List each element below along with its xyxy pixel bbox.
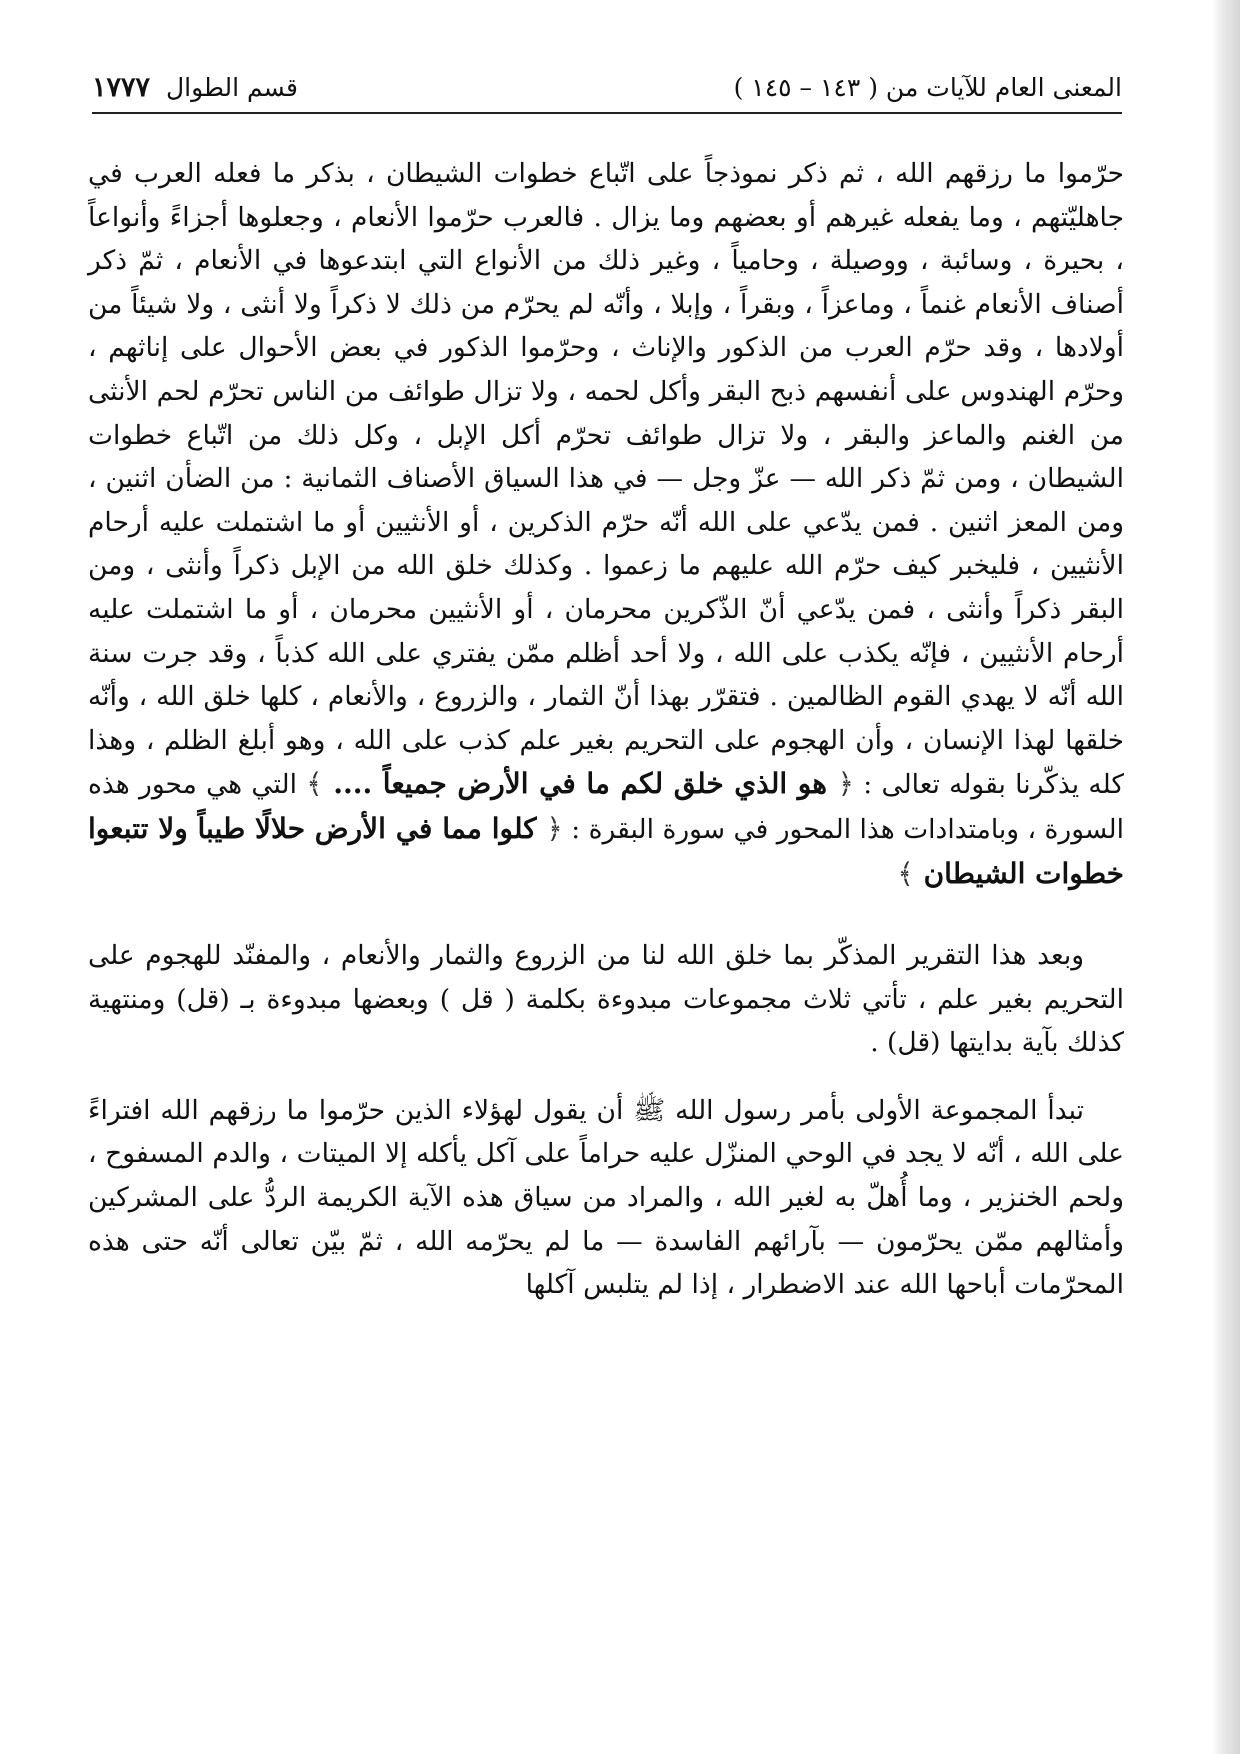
- ornate-bracket-open-icon: ﴿: [546, 811, 563, 845]
- paragraph-3: تبدأ المجموعة الأولى بأمر رسول الله ﷺ أن يقول لهؤلاء الذين حرّموا ما رزقهم الله افتراءً على الله ، أنّه لا يجد في الوحي المنزّل عليه حراماً على آكل يأكله إلا الميتات ، والدم المسفوح ، ولحم الخنزير ، وما أُهلّ به لغير الله ، والمراد من سياق هذه الآية الكريمة الردُّ على المشركين وأمثالهم ممّن يحرّمون — بآرائهم الفاسدة — ما لم يحرّمه الله ، ثمّ بيّن تعالى أنّه حتى هذه المحرّمات أباحها الله عند الاضطرار ، إذا لم يتلبس آكلها: [88, 1094, 1124, 1301]
- ornate-bracket-close-icon: ﴾: [306, 767, 323, 801]
- paragraph-1-between: التي هي محور هذه السورة ، وبامتدادات هذا المحور في سورة البقرة :: [88, 769, 1124, 845]
- quote-1-text: هو الذي خلق لكم ما في الأرض جميعاً ....: [333, 767, 828, 801]
- header-rule: [92, 112, 1122, 114]
- running-header: [92, 72, 1122, 103]
- paragraph-1-intro: حرّموا ما رزقهم الله ، ثم ذكر نموذجاً على اتّباع خطوات الشيطان ، بذكر ما فعله العرب في جاهليّتهم ، وما يفعله غيرهم أو بعضهم وما يزال . فالعرب حرّموا الأنعام ، وجعلوها أجزاءً وأنواعاً ، بحيرة ، وسائبة ، ووصيلة ، وحامياً ، وغير ذلك من الأنواع التي ابتدعوها في الأنعام ، ثمّ ذكر أصناف الأنعام غنماً ، وماعزاً ، وبقراً ، وإبلا ، وأنّه لم يحرّم من ذلك لا ذكراً ولا أنثى ، ولا شيئاً من أولادها ، وقد حرّم العرب من الذكور والإناث ، وحرّموا الذكور في بعض الأحوال على إناثهم ، وحرّم الهندوس على أنفسهم ذبح البقر وأكل لحمه ، ولا تزال طوائف من الناس تحرّم لحم الأنثى من الغنم والماعز والبقر ، ولا تزال طوائف تحرّم أكل الإبل ، وكل ذلك من اتّباع خطوات الشيطان ، ومن ثمّ ذكر الله — عزّ وجل — في هذا السياق الأصناف الثمانية : من الضأن اثنين ، ومن المعز اثنين . فمن يدّعي على الله أنّه حرّم الذكرين ، أو الأنثيين أو ما اشتملت عليه أرحام الأنثيين ، فليخبر كيف حرّم الله عليهم ما زعموا . وكذلك خلق الله من الإبل ذكراً وأنثى ، ومن البقر ذكراً وأنثى ، فمن يدّعي أنّ الذّكرين محرمان ، أو الأنثيين محرمان ، أو ما اشتملت عليه أرحام الأنثيين ، فإنّه يكذب على الله ، ولا أحد أظلم ممّن يفتري على الله كذباً ، وقد جرت سنة الله أنّه لا يهدي القوم الظالمين . فتقرّر بهذا أنّ الثمار ، والزروع ، والأنعام ، كلها خلق الله ، وأنّه خلقها لهذا الإنسان ، وأن الهجوم على التحريم بغير علم كذب على الله ، وهو أبلغ الظلم ، وهذا كله يذكّرنا بقوله تعالى :: [88, 158, 1125, 801]
- paragraph-1: [88, 152, 1124, 896]
- page-number: ١٧٧٧: [92, 72, 151, 103]
- paragraph-2: وبعد هذا التقرير المذكّر بما خلق الله لنا من الزروع والثمار والأنعام ، والمفنّد للهجوم على التحريم بغير علم ، تأتي ثلاث مجموعات مبدوءة بكلمة ( قل ) وبعضها مبدوءة بـ (قل) ومنتهية كذلك بآية بدايتها (قل) .: [88, 940, 1124, 1059]
- header-section-group: [92, 72, 298, 103]
- ornate-bracket-close-icon: ﴾: [897, 856, 914, 890]
- page-edge-shadow: [1212, 0, 1240, 1754]
- header-title: المعنى العام للآيات من ( ١٤٣ – ١٤٥ ): [733, 73, 1122, 102]
- quote-2-text: كلوا مما في الأرض حلالًا طيباً ولا تتبعوا خطوات الشيطان: [88, 811, 1124, 890]
- main-text: [88, 152, 1124, 1307]
- header-section: قسم الطوال: [165, 73, 298, 102]
- ornate-bracket-open-icon: ﴿: [837, 767, 855, 801]
- quran-quote-1: [306, 767, 854, 800]
